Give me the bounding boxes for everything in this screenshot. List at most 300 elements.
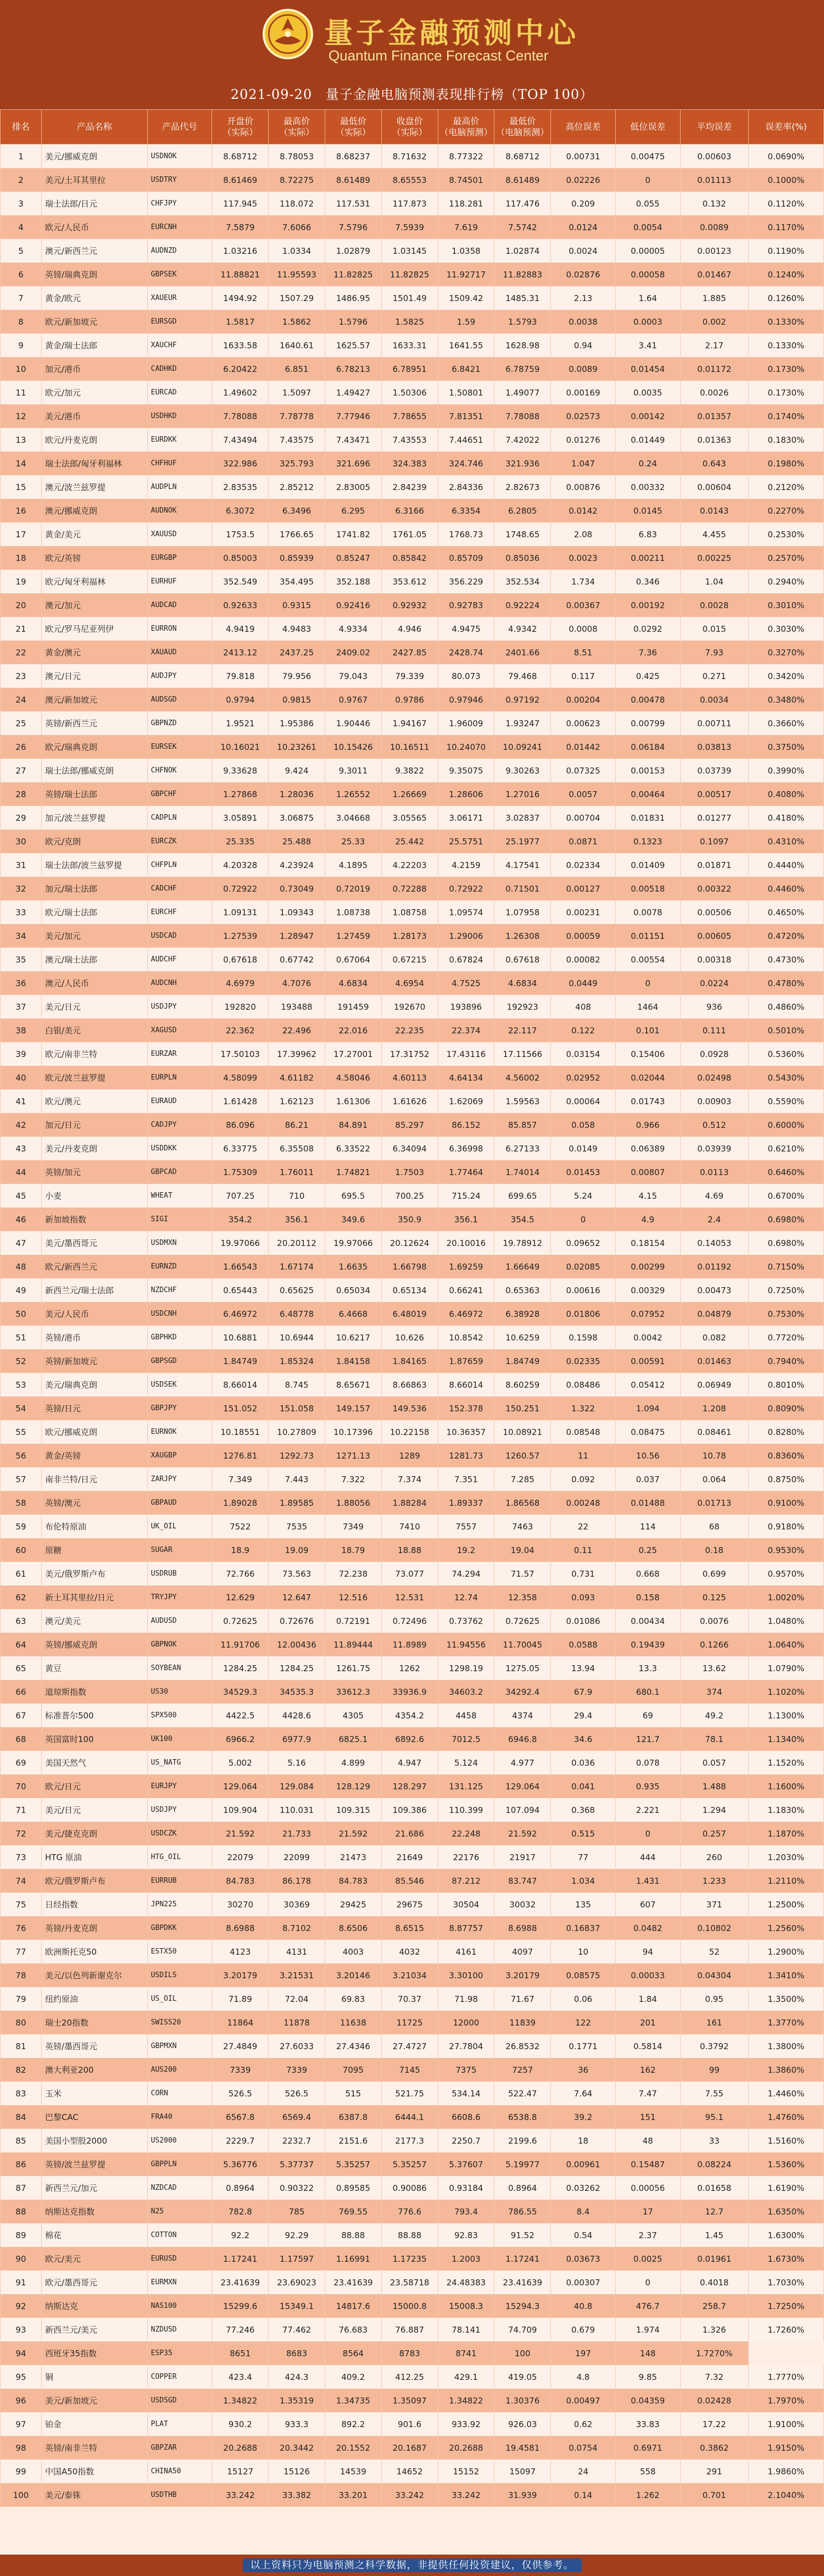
table-cell: 95.1 <box>680 2105 748 2129</box>
table-cell: 20.20112 <box>269 1231 325 1255</box>
table-cell: USDCNH <box>147 1302 212 1326</box>
table-cell: EURNZD <box>147 1255 212 1278</box>
table-cell: 21.592 <box>325 1822 381 1845</box>
table-cell: 109.315 <box>325 1798 381 1822</box>
table-cell: 22176 <box>438 1845 494 1869</box>
table-row <box>1 948 824 971</box>
table-cell: 英镑/新西兰元 <box>41 711 147 735</box>
table-cell: 27.4727 <box>381 2034 438 2058</box>
table-cell: 南非兰特/日元 <box>41 1467 147 1491</box>
table-cell: 73.563 <box>269 1562 325 1585</box>
table-cell: 4.64134 <box>438 1066 494 1089</box>
table-cell: 1.2030% <box>748 1845 823 1869</box>
table-cell: 9.85 <box>615 2365 680 2389</box>
table-cell: 0 <box>615 168 680 192</box>
table-cell: FRA40 <box>147 2105 212 2129</box>
table-row <box>1 215 824 239</box>
table-cell: 526.5 <box>269 2082 325 2105</box>
table-cell: 75 <box>1 1893 42 1916</box>
table-cell: 1281.73 <box>438 1444 494 1467</box>
table-cell: EURCHF <box>147 900 212 924</box>
table-cell: 0.9315 <box>269 593 325 617</box>
table-row <box>1 2200 824 2223</box>
table-cell: XAUUSD <box>147 522 212 546</box>
table-cell: 0.1190% <box>748 239 823 263</box>
table-cell: 0.00123 <box>680 239 748 263</box>
table-cell: 0.02044 <box>615 1066 680 1089</box>
table-cell: 0.01743 <box>615 1089 680 1113</box>
table-cell: 17 <box>615 2200 680 2223</box>
table-cell: 82 <box>1 2058 42 2082</box>
table-cell: CADJPY <box>147 1113 212 1137</box>
table-cell: 9.35075 <box>438 759 494 782</box>
table-cell: 1.88056 <box>325 1491 381 1515</box>
table-cell: 11.82883 <box>494 263 551 286</box>
table-cell: 10 <box>551 1940 616 1963</box>
table-cell: USDCAD <box>147 924 212 948</box>
table-cell: 1.6190% <box>748 2176 823 2200</box>
table-cell: 纳斯达克 <box>41 2294 147 2318</box>
table-cell: 新加坡指数 <box>41 1208 147 1231</box>
table-cell: 76.683 <box>325 2318 381 2341</box>
table-cell: 8.87757 <box>438 1916 494 1940</box>
table-cell: 14 <box>1 452 42 475</box>
table-cell: 美元/俄罗斯卢布 <box>41 1562 147 1585</box>
table-cell: 5.37607 <box>438 2152 494 2176</box>
table-cell: 1.76011 <box>269 1160 325 1184</box>
table-cell: 1.26669 <box>381 782 438 806</box>
table-cell: 48 <box>615 2129 680 2152</box>
table-cell: 10.6217 <box>325 1326 381 1349</box>
table-cell: 31.939 <box>494 2483 551 2507</box>
table-cell: 1.208 <box>680 1397 748 1420</box>
table-cell: 0.00464 <box>615 782 680 806</box>
table-cell: 11.82825 <box>381 263 438 286</box>
table-cell: 109.904 <box>212 1798 269 1822</box>
table-cell: 瑞士法郎/匈牙利福林 <box>41 452 147 475</box>
table-cell: 10.24070 <box>438 735 494 759</box>
table-cell: 43 <box>1 1137 42 1160</box>
table-row <box>1 877 824 900</box>
table-cell: 2.17 <box>680 333 748 357</box>
table-cell: 0.01192 <box>680 1255 748 1278</box>
table-cell: 新西兰元/美元 <box>41 2318 147 2341</box>
table-cell: 350.9 <box>381 1208 438 1231</box>
table-cell: 小麦 <box>41 1184 147 1208</box>
table-cell: 1741.82 <box>325 522 381 546</box>
table-cell: 6.2805 <box>494 499 551 522</box>
table-row <box>1 617 824 641</box>
table-cell: 0.04304 <box>680 1963 748 1987</box>
table-cell: 27.4346 <box>325 2034 381 2058</box>
table-cell: 1.66649 <box>494 1255 551 1278</box>
table-cell: 4.7525 <box>438 971 494 995</box>
table-cell: 0.1000% <box>748 168 823 192</box>
table-cell: 0.00153 <box>615 759 680 782</box>
table-cell: 74 <box>1 1869 42 1893</box>
table-cell: 0.368 <box>551 1798 616 1822</box>
table-cell: 4032 <box>381 1940 438 1963</box>
table-cell: 1.34822 <box>212 2389 269 2412</box>
table-cell: 11.92717 <box>438 263 494 286</box>
table-row <box>1 924 824 948</box>
table-cell: 21473 <box>325 1845 381 1869</box>
table-cell: 354.2 <box>212 1208 269 1231</box>
table-cell: 162 <box>615 2058 680 2082</box>
table-cell: 0.0089 <box>680 215 748 239</box>
table-cell: 0.5010% <box>748 1019 823 1042</box>
table-cell: 13.94 <box>551 1656 616 1680</box>
table-row <box>1 971 824 995</box>
table-cell: 8.72275 <box>269 168 325 192</box>
table-cell: 77.462 <box>269 2318 325 2341</box>
column-header-label: 高位误差 <box>565 121 601 132</box>
table-cell: 1.03145 <box>381 239 438 263</box>
table-cell: 1.0020% <box>748 1585 823 1609</box>
table-cell: 1.61626 <box>381 1089 438 1113</box>
table-cell: 1.27016 <box>494 782 551 806</box>
table-cell: USDILS <box>147 1963 212 1987</box>
table-cell: 1.2110% <box>748 1869 823 1893</box>
table-cell: 5.16 <box>269 1751 325 1774</box>
table-cell: 86.096 <box>212 1113 269 1137</box>
table-cell: 8564 <box>325 2341 381 2365</box>
column-header <box>615 110 680 144</box>
table-cell: 0.06949 <box>680 1373 748 1397</box>
table-cell: 8.68712 <box>212 144 269 169</box>
table-cell: 0.0142 <box>551 499 616 522</box>
column-header-sublabel: （实际） <box>222 127 258 137</box>
table-cell: 美元/捷克克朗 <box>41 1822 147 1845</box>
table-cell: 197 <box>551 2341 616 2365</box>
table-cell: 25.488 <box>269 830 325 853</box>
table-cell: 0.00329 <box>615 1278 680 1302</box>
table-cell: 22.362 <box>212 1019 269 1042</box>
table-cell: 纽约原油 <box>41 1987 147 2011</box>
table-cell: 0.1598 <box>551 1326 616 1349</box>
table-cell: 20.12624 <box>381 1231 438 1255</box>
table-row <box>1 782 824 806</box>
table-cell: 71 <box>1 1798 42 1822</box>
table-cell: 322.986 <box>212 452 269 475</box>
table-cell: 欧元/瑞典克朗 <box>41 735 147 759</box>
table-cell: 11 <box>551 1444 616 1467</box>
table-row <box>1 428 824 452</box>
table-cell: 0.08475 <box>615 1420 680 1444</box>
table-row <box>1 2271 824 2294</box>
table-cell: 3.06171 <box>438 806 494 830</box>
table-row <box>1 192 824 215</box>
table-cell: 0.97946 <box>438 688 494 711</box>
table-cell: 0 <box>615 971 680 995</box>
table-cell: 128.297 <box>381 1774 438 1798</box>
table-cell: 10 <box>1 357 42 381</box>
table-cell: 17.39962 <box>269 1042 325 1066</box>
table-cell: 1.85324 <box>269 1349 325 1373</box>
table-cell: 0.15487 <box>615 2152 680 2176</box>
table-cell: 70.37 <box>381 1987 438 2011</box>
table-cell: 7410 <box>381 1515 438 1538</box>
table-cell: 1260.57 <box>494 1444 551 1467</box>
table-cell: 0.1240% <box>748 263 823 286</box>
table-cell: 27 <box>1 759 42 782</box>
table-cell: 10.6259 <box>494 1326 551 1349</box>
table-cell: 0.0034 <box>680 688 748 711</box>
column-header <box>1 110 42 144</box>
table-cell: 11 <box>1 381 42 404</box>
table-cell: 0.72625 <box>212 1609 269 1633</box>
table-cell: 0.19439 <box>615 1633 680 1656</box>
table-cell: 4.9483 <box>269 617 325 641</box>
table-cell: COTTON <box>147 2223 212 2247</box>
table-cell: 10.27809 <box>269 1420 325 1444</box>
table-cell: 0.01113 <box>680 168 748 192</box>
table-cell: 13.3 <box>615 1656 680 1680</box>
table-cell: 6.78951 <box>381 357 438 381</box>
table-cell: 91 <box>1 2271 42 2294</box>
table-cell: 25.1977 <box>494 830 551 853</box>
table-cell: 0.0026 <box>680 381 748 404</box>
table-cell: 0.72019 <box>325 877 381 900</box>
table-cell: 1.08738 <box>325 900 381 924</box>
table-cell: 49.2 <box>680 1704 748 1727</box>
column-header <box>680 110 748 144</box>
table-cell: 0.00322 <box>680 877 748 900</box>
table-cell: 0.6460% <box>748 1160 823 1184</box>
table-cell: 0.1323 <box>615 830 680 853</box>
report-title: 量子金融电脑预测表现排行榜（TOP 100） <box>325 87 594 102</box>
table-cell: 151 <box>615 2105 680 2129</box>
table-cell: 44 <box>1 1160 42 1184</box>
column-header-label: 最低价 <box>509 116 536 126</box>
table-cell: 6.8421 <box>438 357 494 381</box>
table-cell: 149.536 <box>381 1397 438 1420</box>
table-cell: 0.65134 <box>381 1278 438 1302</box>
table-cell: 1.1600% <box>748 1774 823 1798</box>
table-cell: 0.4860% <box>748 995 823 1019</box>
table-cell: 10.18551 <box>212 1420 269 1444</box>
table-cell: 1.17241 <box>494 2247 551 2271</box>
table-cell: 22 <box>1 641 42 664</box>
table-cell: 0.92416 <box>325 593 381 617</box>
table-cell: 4.60113 <box>381 1066 438 1089</box>
table-cell: 0.01151 <box>615 924 680 948</box>
table-cell: 0.3990% <box>748 759 823 782</box>
table-cell: 0.082 <box>680 1326 748 1349</box>
table-cell: 0.3750% <box>748 735 823 759</box>
table-cell: 0.00961 <box>551 2152 616 2176</box>
table-cell: 0.25 <box>615 1538 680 1562</box>
table-cell: 36 <box>1 971 42 995</box>
table-cell: N25 <box>147 2200 212 2223</box>
table-cell: GBPPLN <box>147 2152 212 2176</box>
table-cell: HTG 原油 <box>41 1845 147 1869</box>
table-row <box>1 641 824 664</box>
table-cell: US_NATG <box>147 1751 212 1774</box>
table-cell: 25.5751 <box>438 830 494 853</box>
table-cell: 加元/日元 <box>41 1113 147 1137</box>
table-cell: 1.50306 <box>381 381 438 404</box>
table-cell: 0.02428 <box>680 2389 748 2412</box>
table-cell: 4.9342 <box>494 617 551 641</box>
table-cell: 76 <box>1 1916 42 1940</box>
table-cell: 0.7530% <box>748 1302 823 1326</box>
table-cell: 68 <box>1 1727 42 1751</box>
table-cell: 55 <box>1 1420 42 1444</box>
table-row <box>1 1349 824 1373</box>
table-cell: 1.17235 <box>381 2247 438 2271</box>
table-cell: 1.89585 <box>269 1491 325 1515</box>
table-cell: 澳元/瑞士法郎 <box>41 948 147 971</box>
table-cell: 英镑/墨西哥元 <box>41 2034 147 2058</box>
table-cell: 151.058 <box>269 1397 325 1420</box>
table-cell: 0.66241 <box>438 1278 494 1302</box>
table-cell: 17 <box>1 522 42 546</box>
table-cell: 2151.6 <box>325 2129 381 2152</box>
table-cell: 2.82673 <box>494 475 551 499</box>
table-row <box>1 522 824 546</box>
table-cell: 8.61469 <box>212 168 269 192</box>
table-cell: 新土耳其里拉/日元 <box>41 1585 147 1609</box>
table-cell: 7.78778 <box>269 404 325 428</box>
table-cell: 17.43116 <box>438 1042 494 1066</box>
table-cell: 1.7260% <box>748 2318 823 2341</box>
column-header-label: 开盘价 <box>227 116 254 126</box>
table-cell: 10.23261 <box>269 735 325 759</box>
table-cell: 0.055 <box>615 192 680 215</box>
table-cell: 785 <box>269 2200 325 2223</box>
table-cell: 33 <box>680 2129 748 2152</box>
table-cell: 0.85247 <box>325 546 381 570</box>
table-cell: 0.00307 <box>551 2271 616 2294</box>
table-cell: 1.2500% <box>748 1893 823 1916</box>
table-cell: 18.79 <box>325 1538 381 1562</box>
table-cell: 0.6210% <box>748 1137 823 1160</box>
table-cell: 0.7150% <box>748 1255 823 1278</box>
table-cell: 1.09574 <box>438 900 494 924</box>
table-row <box>1 1066 824 1089</box>
table-cell: 1.9100% <box>748 2412 823 2436</box>
table-cell: SIGI <box>147 1208 212 1231</box>
table-row <box>1 1113 824 1137</box>
table-cell: 26.8532 <box>494 2034 551 2058</box>
table-cell: 10.17396 <box>325 1420 381 1444</box>
table-cell: 14652 <box>381 2460 438 2483</box>
table-cell: 1.96009 <box>438 711 494 735</box>
table-cell: 100 <box>494 2341 551 2365</box>
table-cell: 0.8090% <box>748 1397 823 1420</box>
table-cell: 美元/加元 <box>41 924 147 948</box>
table-cell: 1.84 <box>615 1987 680 2011</box>
table-cell: 715.24 <box>438 1184 494 1208</box>
column-header <box>269 110 325 144</box>
table-cell: 97 <box>1 2412 42 2436</box>
table-row <box>1 2129 824 2152</box>
table-cell: 11725 <box>381 2011 438 2034</box>
table-cell: 9.424 <box>269 759 325 782</box>
table-cell: 1.27459 <box>325 924 381 948</box>
table-cell: 0.037 <box>615 1467 680 1491</box>
table-cell: 0.1330% <box>748 333 823 357</box>
table-cell: 0.0076 <box>680 1609 748 1633</box>
table-row <box>1 2412 824 2436</box>
table-cell: 258.7 <box>680 2294 748 2318</box>
table-cell: 80.073 <box>438 664 494 688</box>
table-cell: 1.9860% <box>748 2460 823 2483</box>
table-cell: 6.46972 <box>212 1302 269 1326</box>
table-cell: 6.27133 <box>494 1137 551 1160</box>
table-cell: 892.2 <box>325 2412 381 2436</box>
table-cell: 1.95386 <box>269 711 325 735</box>
table-cell: 20.1552 <box>325 2436 381 2460</box>
table-cell: 7.47 <box>615 2082 680 2105</box>
table-cell: 73.077 <box>381 1562 438 1585</box>
table-cell: AUDCAD <box>147 593 212 617</box>
table-cell: 0.85842 <box>381 546 438 570</box>
table-row <box>1 263 824 286</box>
table-cell: 321.696 <box>325 452 381 475</box>
table-cell: 7.5796 <box>325 215 381 239</box>
table-cell: 0.00517 <box>680 782 748 806</box>
table-cell: 92.2 <box>212 2223 269 2247</box>
table-cell: 0.00064 <box>551 1089 616 1113</box>
table-cell: 0.701 <box>680 2483 748 2507</box>
table-cell: 0.02085 <box>551 1255 616 1278</box>
table-cell: 0.01658 <box>680 2176 748 2200</box>
table-cell: 3.20146 <box>325 1963 381 1987</box>
table-cell: 1.262 <box>615 2483 680 2507</box>
table-cell: 4305 <box>325 1704 381 1727</box>
table-cell: EURRUB <box>147 1869 212 1893</box>
table-cell: 0.65625 <box>269 1278 325 1302</box>
table-cell: 4.15 <box>615 1184 680 1208</box>
table-row <box>1 1798 824 1822</box>
table-cell: GBPMXN <box>147 2034 212 2058</box>
table-cell: 新西兰元/加元 <box>41 2176 147 2200</box>
table-cell: 1507.29 <box>269 286 325 310</box>
table-cell: 0.0024 <box>551 239 616 263</box>
table-cell: 1.9150% <box>748 2436 823 2460</box>
table-cell: 793.4 <box>438 2200 494 2223</box>
table-cell: 150.251 <box>494 1397 551 1420</box>
table-cell: 0.9530% <box>748 1538 823 1562</box>
table-cell: GBPNOK <box>147 1633 212 1656</box>
table-cell: 74.709 <box>494 2318 551 2341</box>
report-date: 2021-09-20 <box>230 87 313 102</box>
table-cell: XAUEUR <box>147 286 212 310</box>
table-cell: 8.745 <box>269 1373 325 1397</box>
table-cell: 324.383 <box>381 452 438 475</box>
table-cell: 15349.1 <box>269 2294 325 2318</box>
table-cell: 0.668 <box>615 1562 680 1585</box>
table-cell: 0.03154 <box>551 1042 616 1066</box>
table-cell: 1261.75 <box>325 1656 381 1680</box>
table-cell: 18.88 <box>381 1538 438 1562</box>
table-cell: 0.057 <box>680 1751 748 1774</box>
table-cell: 0.00211 <box>615 546 680 570</box>
table-cell: 1.17597 <box>269 2247 325 2271</box>
table-cell: SUGAR <box>147 1538 212 1562</box>
column-header <box>381 110 438 144</box>
table-cell: 0.1260% <box>748 286 823 310</box>
table-cell: 87.212 <box>438 1869 494 1893</box>
table-cell: 11.89444 <box>325 1633 381 1656</box>
table-cell: 29675 <box>381 1893 438 1916</box>
table-cell: USDCZK <box>147 1822 212 1845</box>
table-cell: EURJPY <box>147 1774 212 1798</box>
table-cell: 21917 <box>494 1845 551 1869</box>
table-cell: 7.43494 <box>212 428 269 452</box>
